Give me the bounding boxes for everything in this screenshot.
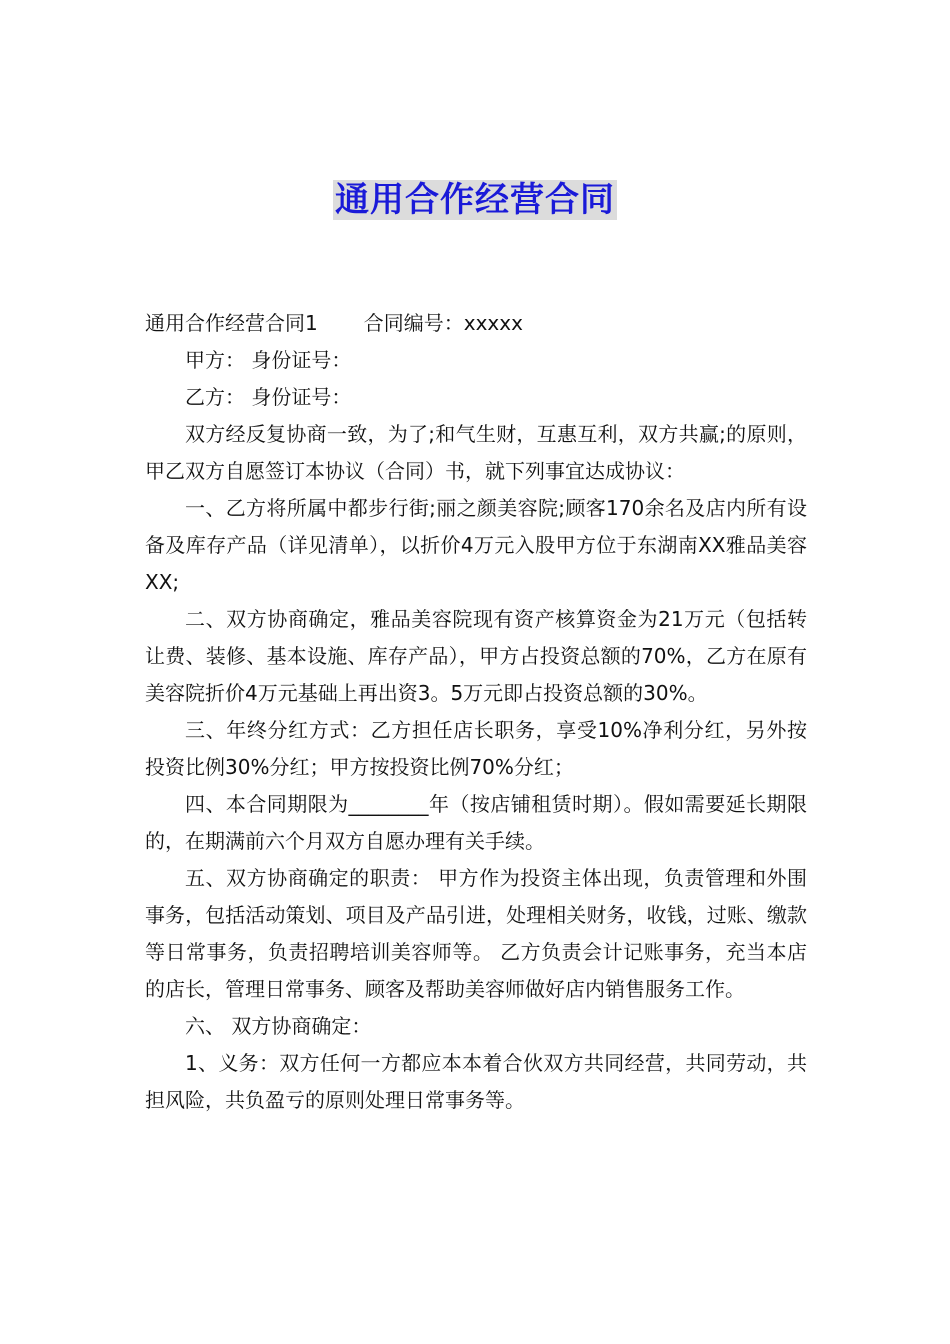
clause-6-item-1: 1、义务：双方任何一方都应本本着合伙双方共同经营，共同劳动，共担风险，共负盈亏的原则处理日常事务等。 [145,1051,807,1112]
party-a-line: 甲方： 身份证号： [185,348,352,372]
heading-line-left: 通用合作经营合同1 [145,311,318,335]
clause-4-paragraph: 四、本合同期限为________年（按店铺租赁时期）。假如需要延长期限的，在期满前六个月双方自愿办理有关手续。 [145,792,807,853]
clause-6-heading: 六、 双方协商确定： [185,1014,372,1038]
heading-line [145,305,807,342]
document-body [145,305,807,1119]
clause-1-paragraph: 一、乙方将所属中都步行街;丽之颜美容院;顾客170余名及店内所有设备及库存产品（详见清单），以折价4万元入股甲方位于东湖南XX雅品美容XX; [145,496,807,594]
clause-5-paragraph: 五、双方协商确定的职责： 甲方作为投资主体出现，负责管理和外围事务，包括活动策划、项目及产品引进，处理相关财务，收钱，过账、缴款等日常事务，负责招聘培训美容师等。 乙方负责会计记账事务，充当本店的店长，管理日常事务、顾客及帮助美容师做好店内销售服务工作。 [145,866,807,1001]
party-b-line: 乙方： 身份证号： [185,385,352,409]
document-title [0,178,950,222]
document-title-text: 通用合作经营合同 [335,180,615,220]
preamble-paragraph: 双方经反复协商一致，为了;和气生财，互惠互利，双方共赢;的原则，甲乙双方自愿签订本协议（合同）书，就下列事宜达成协议： [145,422,807,483]
clause-2-paragraph: 二、双方协商确定，雅品美容院现有资产核算资金为21万元（包括转让费、装修、基本设施、库存产品），甲方占投资总额的70%，乙方在原有美容院折价4万元基础上再出资3。5万元即占投资总额的30%。 [145,607,807,705]
contract-number: 合同编号：xxxxx [363,311,523,335]
clause-3-paragraph: 三、年终分红方式：乙方担任店长职务，享受10%净利分红，另外按投资比例30%分红；甲方按投资比例70%分红； [145,718,807,779]
